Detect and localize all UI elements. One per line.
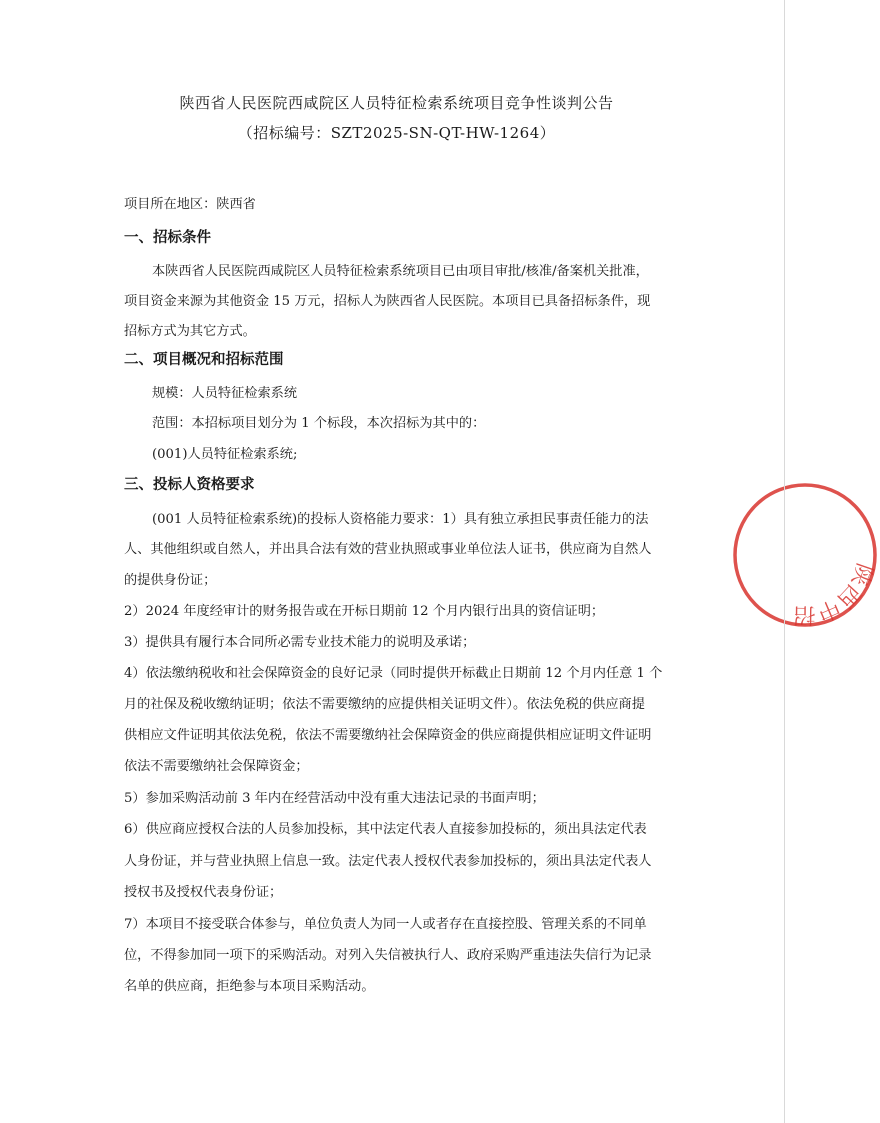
- paragraph-line: 范围：本招标项目划分为 1 个标段，本次招标为其中的：: [152, 416, 486, 431]
- paragraph-line: 授权书及授权代表身份证；: [124, 885, 283, 900]
- paragraph-line: 名单的供应商，拒绝参与本项目采购活动。: [124, 979, 375, 994]
- paragraph-line: (001 人员特征检索系统)的投标人资格能力要求：1）具有独立承担民事责任能力的法: [152, 512, 649, 527]
- paragraph-line: 人身份证，并与营业执照上信息一致。法定代表人授权代表参加投标的，须出具法定代表人: [124, 854, 652, 869]
- paragraph-line: 位，不得参加同一项下的采购活动。对列入失信被执行人、政府采购严重违法失信行为记录: [124, 948, 652, 963]
- paragraph-line: 招标方式为其它方式。: [124, 324, 256, 339]
- paragraph-line: 规模：人员特征检索系统: [152, 386, 298, 401]
- paragraph-line: 供相应文件证明其依法免税，依法不需要缴纳社会保障资金的供应商提供相应证明文件证明: [124, 728, 652, 743]
- document-title: 陕西省人民医院西咸院区人员特征检索系统项目竞争性谈判公告: [179, 94, 614, 112]
- paragraph-line: 3）提供具有履行本合同所必需专业技术能力的说明及承诺；: [124, 635, 476, 650]
- page-edge-line: [784, 0, 785, 1123]
- paragraph-line: 人、其他组织或自然人，并出具合法有效的营业执照或事业单位法人证书，供应商为自然人: [124, 542, 652, 557]
- paragraph-line: 项目资金来源为其他资金 15 万元，招标人为陕西省人民医院。本项目已具备招标条件，现: [124, 294, 651, 309]
- paragraph-line: 6）供应商应授权合法的人员参加投标，其中法定代表人直接参加投标的，须出具法定代表: [124, 822, 647, 837]
- section-heading-bidding-conditions: 一、招标条件: [124, 230, 211, 246]
- paragraph-line: (001)人员特征检索系统;: [152, 447, 298, 462]
- paragraph-line: 5）参加采购活动前 3 年内在经营活动中没有重大违法记录的书面声明；: [124, 791, 545, 806]
- paragraph-line: 2）2024 年度经审计的财务报告或在开标日期前 12 个月内银行出具的资信证明；: [124, 604, 605, 619]
- tender-number: （招标编号：SZT2025-SN-QT-HW-1264）: [237, 124, 556, 142]
- paragraph-line: 的提供身份证；: [124, 573, 217, 588]
- section-heading-bidder-qualifications: 三、投标人资格要求: [124, 477, 255, 493]
- project-region: 项目所在地区：陕西省: [124, 197, 256, 212]
- paragraph-line: 依法不需要缴纳社会保障资金；: [124, 759, 309, 774]
- paragraph-line: 4）依法缴纳税收和社会保障资金的良好记录（同时提供开标截止日期前 12 个月内任意 1 个: [124, 666, 663, 681]
- paragraph-line: 7）本项目不接受联合体参与，单位负责人为同一人或者存在直接控股、管理关系的不同单: [124, 917, 647, 932]
- section-heading-project-overview: 二、项目概况和招标范围: [124, 352, 284, 368]
- official-seal-stamp: [730, 480, 880, 630]
- svg-text:陕西中招: 陕西中招: [793, 559, 877, 628]
- paragraph-line: 月的社保及税收缴纳证明；依法不需要缴纳的应提供相关证明文件）。依法免税的供应商提: [124, 697, 645, 712]
- paragraph-line: 本陕西省人民医院西咸院区人员特征检索系统项目已由项目审批/核准/备案机关批准，: [152, 264, 649, 279]
